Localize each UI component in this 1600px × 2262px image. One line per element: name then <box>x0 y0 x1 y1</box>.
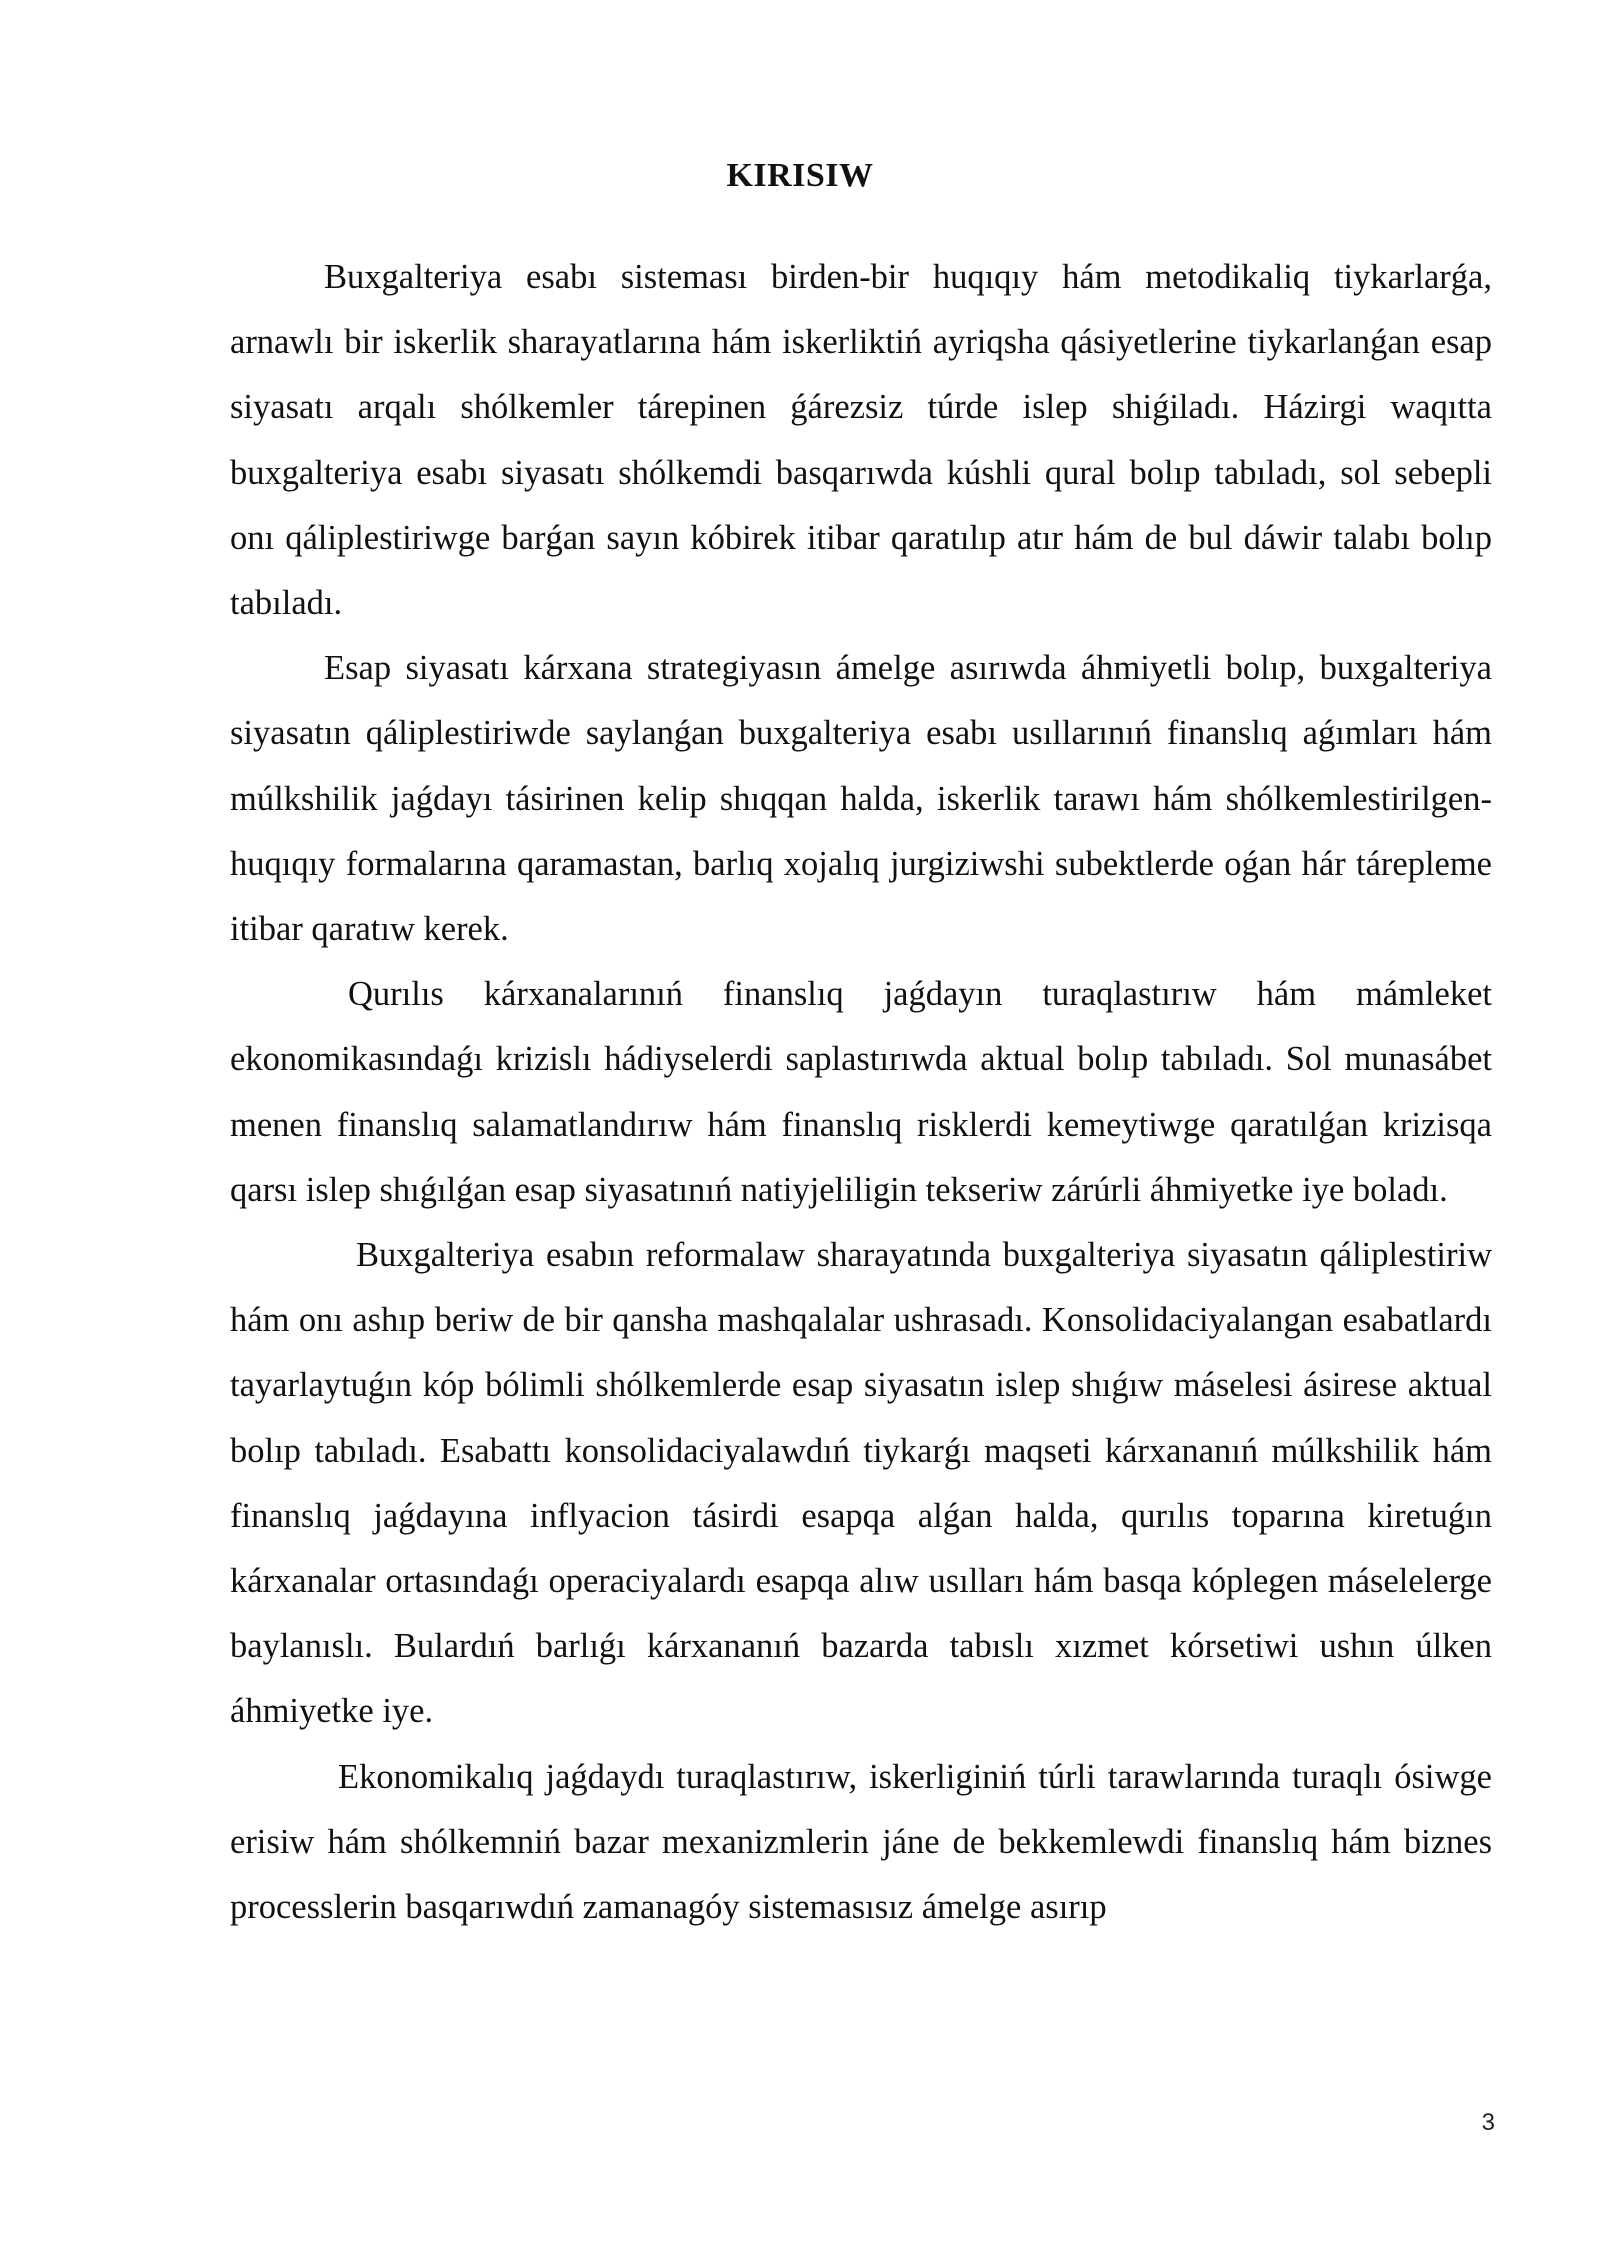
page-number: 3 <box>1481 2109 1495 2136</box>
body-text <box>230 245 1492 1940</box>
paragraph-3: Qurılıs kárxanalarınıń finanslıq jaǵdayın turaqlastırıw hám mámleket ekonomikasındaǵı krizislı hádiyselerdi saplastırıwda aktual bolıp tabıladı. Sol munasábet menen finanslıq salamatlandırıw hám finanslıq risklerdi kemeytiwge qaratılǵan krizisqa qarsı islep shıǵılǵan esap siyasatınıń natiyjeliligin tekseriw zárúrli áhmiyetke iye boladı. <box>230 975 1492 1209</box>
paragraph-2: Esap siyasatı kárxana strategiyasın ámelge asırıwda áhmiyetli bolıp, buxgalteriya siyasatın qáliplestiriwde saylanǵan buxgalteriya esabı usıllarınıń finanslıq aǵımları hám múlkshilik jaǵdayı tásirinen kelip shıqqan halda, iskerlik tarawı hám shólkemlestirilgen-huqıqıy formalarına qaramastan, barlıq xojalıq jurgiziwshi subektlerde oǵan hár tárepleme itibar qaratıw kerek. <box>230 649 1492 949</box>
paragraph-4: Buxgalteriya esabın reformalaw sharayatında buxgalteriya siyasatın qáliplestiriw hám onı ashıp beriw de bir qansha mashqalalar ushrasadı. Konsolidaciyalangan esabatlardı tayarlaytuǵın kóp bólimli shólkemlerde esap siyasatın islep shıǵıw máselesi ásirese aktual bolıp tabıladı. Esabattı konsolidaciyalawdıń tiykarǵı maqseti kárxananıń múlkshilik hám finanslıq jaǵdayına inflyacion tásirdi esapqa alǵan halda, qurılıs toparına kiretuǵın kárxanalar ortasındaǵı operaciyalardı esapqa alıw usılları hám basqa kóplegen máselelerge baylanıslı. Bulardıń barlıǵı kárxananıń bazarda tabıslı xızmet kórsetiwi ushın úlken áhmiyetke iye. <box>230 1236 1492 1731</box>
paragraph-5: Ekonomikalıq jaǵdaydı turaqlastırıw, iskerliginiń túrli tarawlarında turaqlı ósiwge erisiw hám shólkemniń bazar mexanizmlerin jáne de bekkemlewdi finanslıq hám biznes processlerin basqarıwdıń zamanagóy sistemasısız ámelge asırıp <box>230 1757 1492 1927</box>
page-title: KIRISIW <box>726 157 874 194</box>
paragraph-1: Buxgalteriya esabı sisteması birden-bir huqıqıy hám metodikaliq tiykarlarǵa, arnawlı bir iskerlik sharayatlarına hám iskerliktiń ayriqsha qásiyetlerine tiykarlanǵan esap siyasatı arqalı shólkemler tárepinen ǵárezsiz túrde islep shiǵiladı. Házirgi waqıtta buxgalteriya esabı siyasatı shólkemdi basqarıwda kúshli qural bolıp tabıladı, sol sebepli onı qáliplestiriwge barǵan sayın kóbirek itibar qaratılıp atır hám de bul dáwir talabı bolıp tabıladı. <box>230 258 1492 623</box>
